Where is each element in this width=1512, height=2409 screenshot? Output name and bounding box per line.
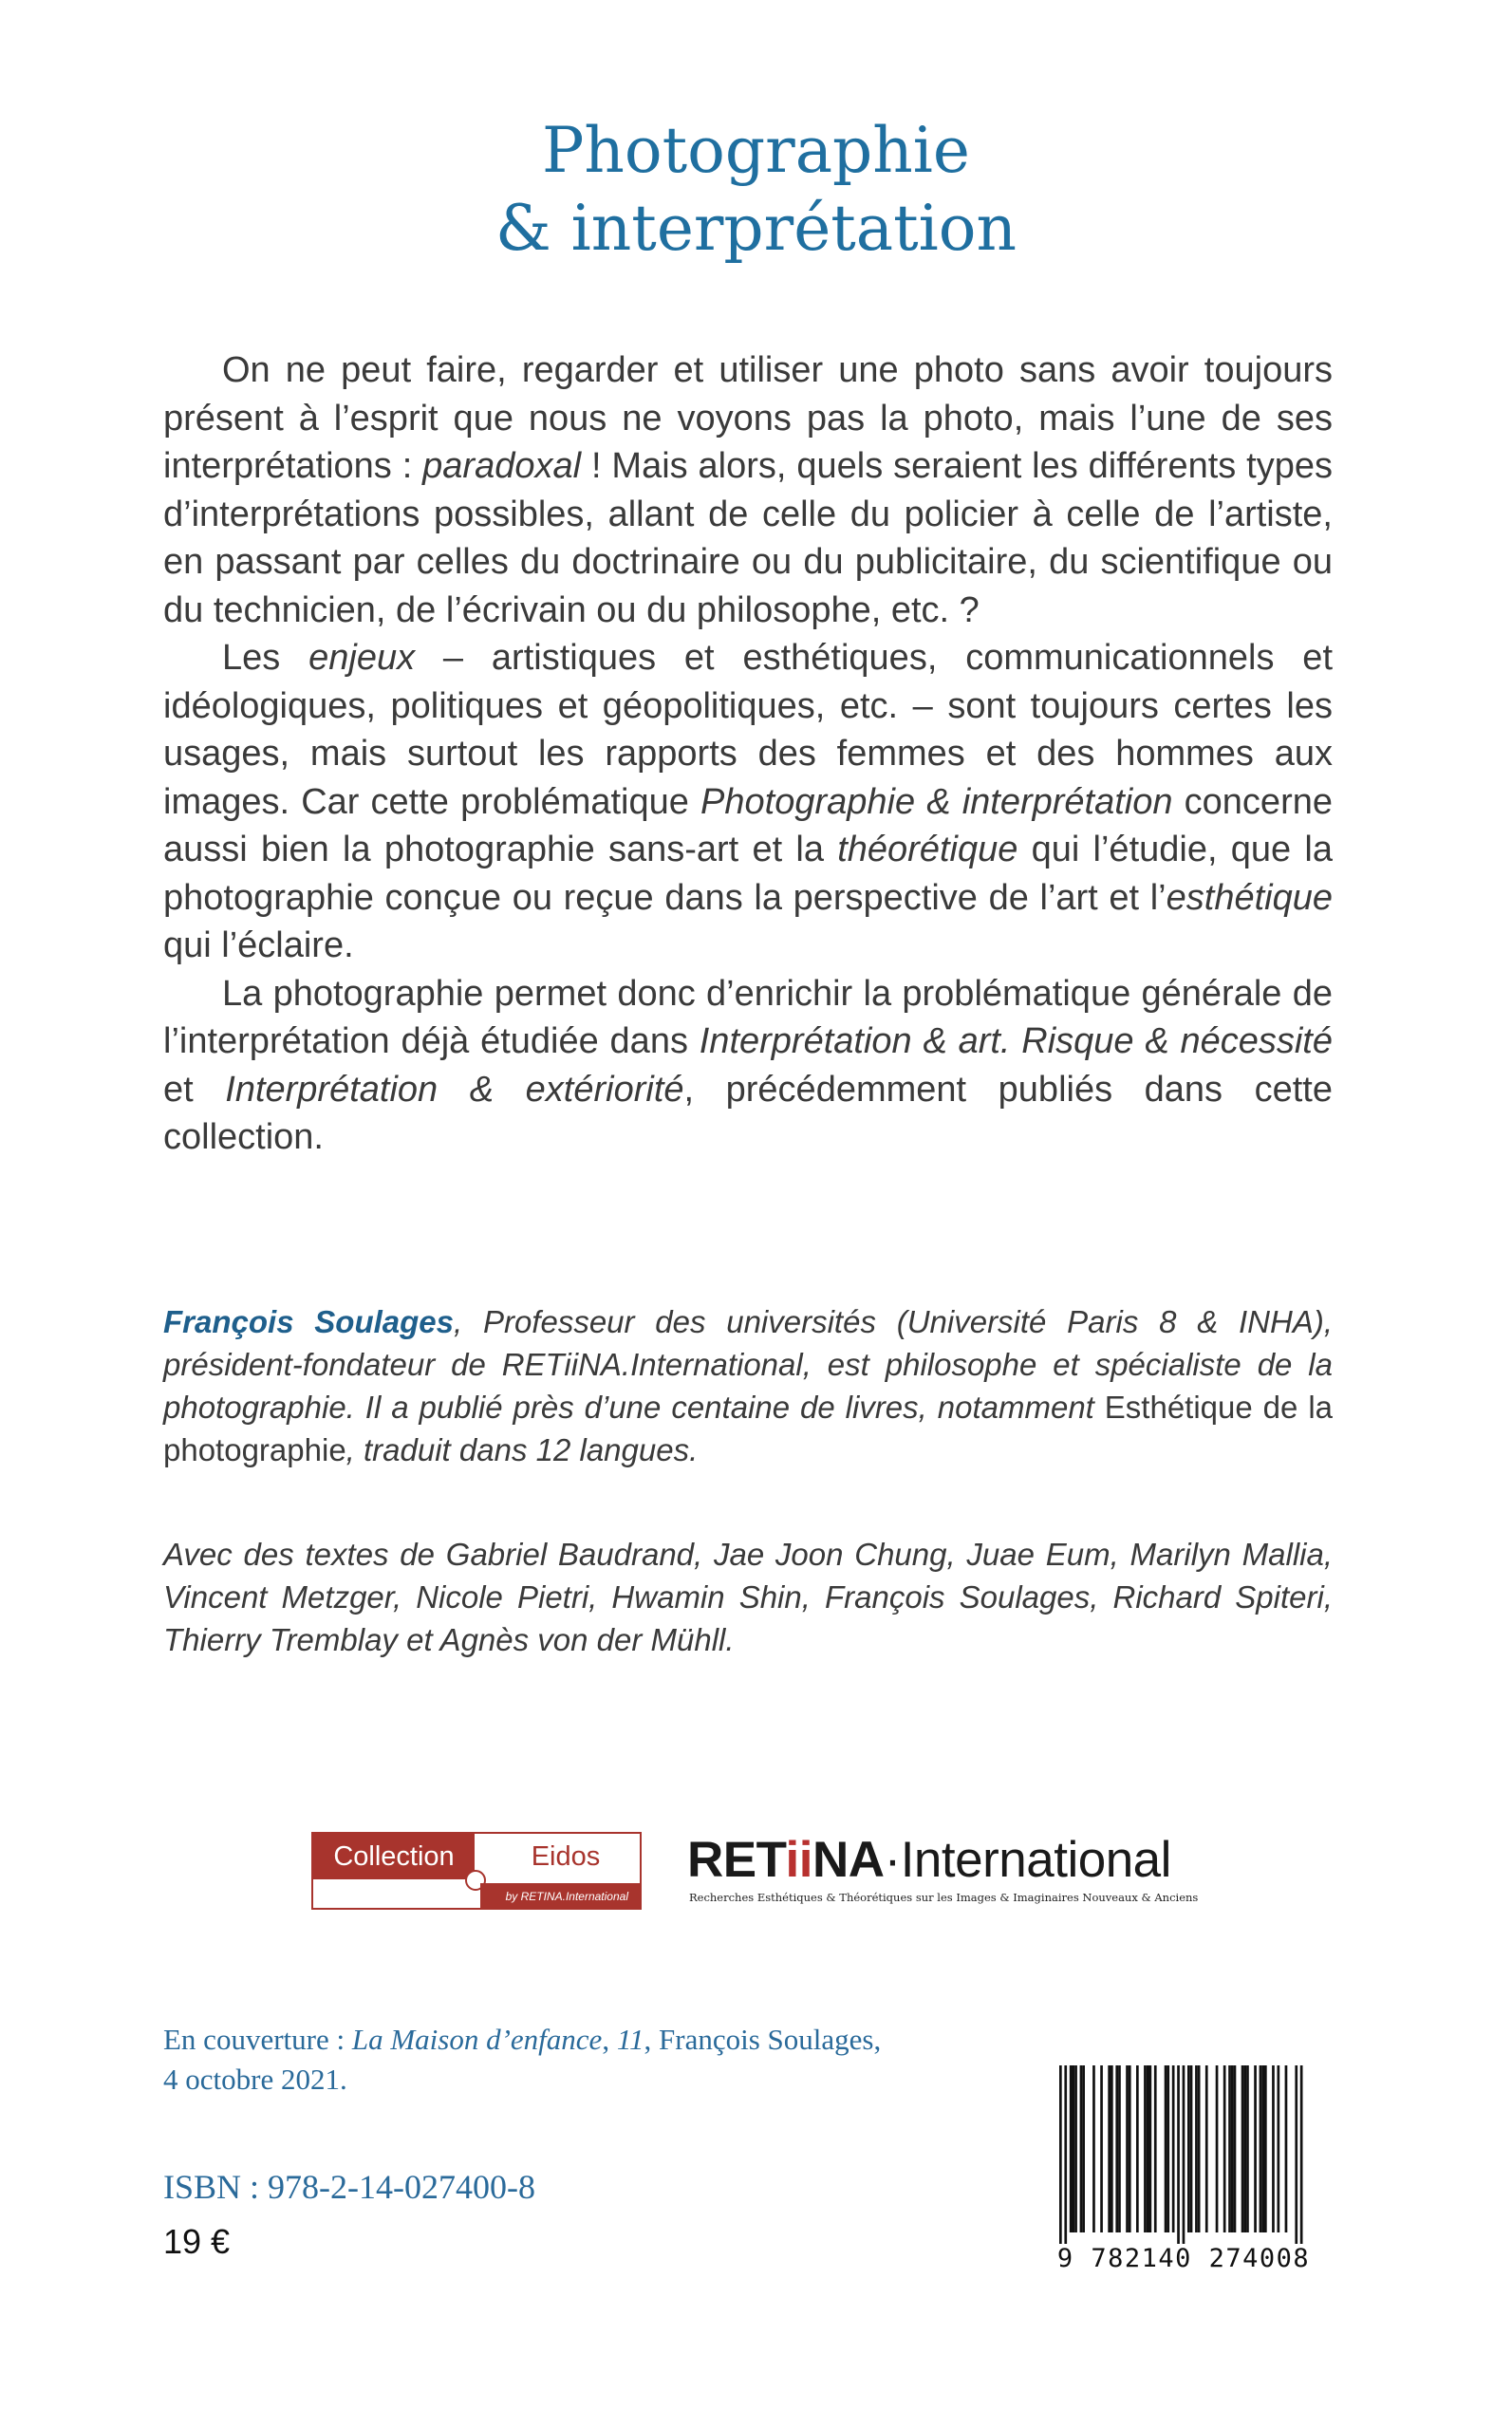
paragraph-2-italic-enjeux: enjeux bbox=[308, 638, 416, 678]
credit-rest: , François Soulages, 4 octobre 2021. bbox=[163, 2023, 882, 2096]
barcode-bar bbox=[1144, 2065, 1147, 2232]
brand-ret: RET bbox=[687, 1832, 786, 1888]
retiina-international-logo bbox=[687, 1834, 1219, 1910]
barcode-bar bbox=[1216, 2065, 1219, 2232]
barcode-bar bbox=[1183, 2065, 1185, 2244]
brand-ii: ii bbox=[785, 1832, 812, 1888]
barcode-bar bbox=[1154, 2065, 1157, 2232]
collection-eidos-logo bbox=[311, 1832, 642, 1910]
barcode-bar bbox=[1100, 2065, 1103, 2232]
barcode-bar bbox=[1064, 2065, 1067, 2244]
barcode-bar bbox=[1136, 2065, 1139, 2232]
credit-prefix: En couverture : bbox=[163, 2023, 352, 2056]
credit-work-title: La Maison d’enfance bbox=[351, 2023, 603, 2056]
barcode-bar bbox=[1118, 2065, 1121, 2232]
barcode-digits: 9 782140 274008 bbox=[1056, 2244, 1311, 2273]
paragraph-1 bbox=[163, 346, 1333, 634]
barcode-bars-icon bbox=[1036, 2062, 1331, 2248]
barcode-bar bbox=[1278, 2065, 1280, 2232]
barcode-bar bbox=[1080, 2065, 1083, 2232]
paragraph-2-text-i: qui l’éclaire. bbox=[163, 925, 354, 965]
author-book-title: Esthétique de la photographie bbox=[163, 1390, 1334, 1467]
credit-number: 11 bbox=[616, 2023, 644, 2056]
author-bio-tail: , traduit dans 12 langues. bbox=[345, 1432, 699, 1467]
barcode-bar bbox=[1198, 2065, 1201, 2232]
retiina-brand bbox=[687, 1834, 1171, 1887]
logo-eidos-label: Eidos bbox=[531, 1841, 601, 1872]
barcode-bar bbox=[1195, 2065, 1198, 2232]
barcode-bar bbox=[1205, 2065, 1208, 2232]
barcode-bar bbox=[1111, 2065, 1113, 2232]
summary-text bbox=[163, 346, 1333, 1162]
brand-international: ·International bbox=[884, 1832, 1171, 1888]
barcode-bar bbox=[1129, 2065, 1131, 2232]
retiina-tagline: Recherches Esthétiques & Théorétiques sur les Images & Imaginaires Nouveaux & Anciens bbox=[689, 1891, 1199, 1904]
paragraph-1-text-a: On ne peut faire, regarder et utiliser une photo sans avoir toujours présent à l’esprit que nous ne voyons pas la photo, mais l’une de ses interprétations : bbox=[163, 350, 1333, 486]
paragraph-2-italic-theoretique: théorétique bbox=[837, 830, 1018, 869]
barcode-bar bbox=[1070, 2065, 1073, 2232]
title-line-2: & interprétation bbox=[495, 192, 1017, 265]
author-name: François Soulages bbox=[163, 1304, 455, 1339]
barcode-bar bbox=[1147, 2065, 1149, 2232]
paragraph-2 bbox=[163, 634, 1333, 970]
paragraph-2-text-c: – artistiques et esthétiques, communicationnels et idéologiques, politiques et géopolitiques, etc. – sont toujours certes les usages, mais surtout les rapports des femmes et des hommes aux images. Car cette problématique bbox=[163, 638, 1334, 822]
logo-by-label: by RETINA.International bbox=[480, 1883, 642, 1910]
barcode-bar bbox=[1272, 2065, 1275, 2232]
paragraph-1-italic: paradoxal bbox=[422, 446, 582, 486]
paragraph-2-text-a: Les bbox=[222, 638, 309, 678]
barcode-bar bbox=[1231, 2065, 1234, 2232]
barcode bbox=[1036, 2062, 1331, 2280]
barcode-bar bbox=[1165, 2065, 1167, 2232]
barcode-bar bbox=[1149, 2065, 1152, 2232]
barcode-bar bbox=[1234, 2065, 1237, 2232]
barcode-bar bbox=[1223, 2065, 1226, 2232]
paragraph-3-text-c: et bbox=[163, 1069, 226, 1110]
paragraph-2-text-g: qui l’étudie, que la photographie conçue ou reçue dans la perspective de l’art et l’ bbox=[163, 830, 1333, 918]
paragraph-3-italic-book-1: Interprétation & art. Risque & nécessité bbox=[699, 1021, 1334, 1061]
barcode-bar bbox=[1241, 2065, 1244, 2232]
barcode-bar bbox=[1092, 2065, 1095, 2232]
paragraph-1-text-c: ! Mais alors, quels seraient les différents types d’interprétations possibles, allant de celle du policier à celle de l’artiste, en passant par celles du doctrinaire ou du publicitaire, du scientifique ou du technicien, de l’écrivain ou du philosophe, etc. ? bbox=[163, 446, 1333, 630]
barcode-bar bbox=[1187, 2065, 1190, 2232]
barcode-bar bbox=[1074, 2065, 1077, 2232]
isbn: ISBN : 978-2-14-027400-8 bbox=[163, 2168, 535, 2206]
barcode-bar bbox=[1261, 2065, 1264, 2232]
barcode-bar bbox=[1260, 2065, 1262, 2232]
paragraph-3-text-a: La photographie permet donc d’enrichir la problématique générale de l’interprétation déjà étudiée dans bbox=[163, 973, 1333, 1061]
author-bio-text: , Professeur des universités (Université Paris 8 & INHA), président-fondateur de RETiiNA.International, est philosophe et spécialiste de la photographie. Il a publié près d’une centaine de livres, notamment bbox=[163, 1304, 1333, 1425]
barcode-bar bbox=[1172, 2065, 1175, 2232]
barcode-bar bbox=[1082, 2065, 1085, 2232]
paragraph-2-italic-title: Photographie & interprétation bbox=[700, 781, 1173, 822]
paragraph-2-italic-esthetique: esthétique bbox=[1166, 877, 1333, 918]
paragraph-2-text-e: concerne aussi bien la photographie sans-art et la bbox=[163, 781, 1333, 869]
logo-collection-label: Collection bbox=[313, 1834, 475, 1879]
paragraph-3 bbox=[163, 970, 1333, 1162]
barcode-bar bbox=[1295, 2065, 1297, 2244]
barcode-bar bbox=[1246, 2065, 1249, 2232]
paragraph-3-italic-book-2: Interprétation & extériorité bbox=[225, 1069, 684, 1110]
barcode-bar bbox=[1300, 2065, 1303, 2244]
barcode-bar bbox=[1059, 2065, 1062, 2244]
cover-credit bbox=[163, 2020, 885, 2100]
barcode-bar bbox=[1108, 2065, 1111, 2232]
barcode-bar bbox=[1190, 2065, 1193, 2232]
title-line-1: Photographie bbox=[542, 114, 970, 187]
book-title bbox=[0, 112, 1512, 268]
barcode-bar bbox=[1115, 2065, 1118, 2232]
barcode-bar bbox=[1177, 2065, 1180, 2244]
barcode-bar bbox=[1264, 2065, 1267, 2232]
paragraph-3-text-e: , précédemment publiés dans cette collection. bbox=[163, 1069, 1334, 1157]
brand-na: NA bbox=[812, 1832, 885, 1888]
price: 19 € bbox=[163, 2222, 231, 2261]
author-bio bbox=[163, 1300, 1333, 1471]
barcode-bar bbox=[1285, 2065, 1288, 2232]
barcode-bar bbox=[1228, 2065, 1231, 2232]
credit-sep: , bbox=[602, 2023, 617, 2056]
barcode-bar bbox=[1243, 2065, 1246, 2232]
barcode-bar bbox=[1254, 2065, 1257, 2232]
barcode-bar bbox=[1126, 2065, 1129, 2232]
contributors: Avec des textes de Gabriel Baudrand, Jae Joon Chung, Juae Eum, Marilyn Mallia, Vincent Metzger, Nicole Pietri, Hwamin Shin, François Soulages, Richard Spiteri, Thierry Tremblay et Agnès von der Mühll. bbox=[163, 1537, 1333, 1657]
barcode-bar bbox=[1073, 2065, 1075, 2232]
barcode-bar bbox=[1167, 2065, 1169, 2232]
